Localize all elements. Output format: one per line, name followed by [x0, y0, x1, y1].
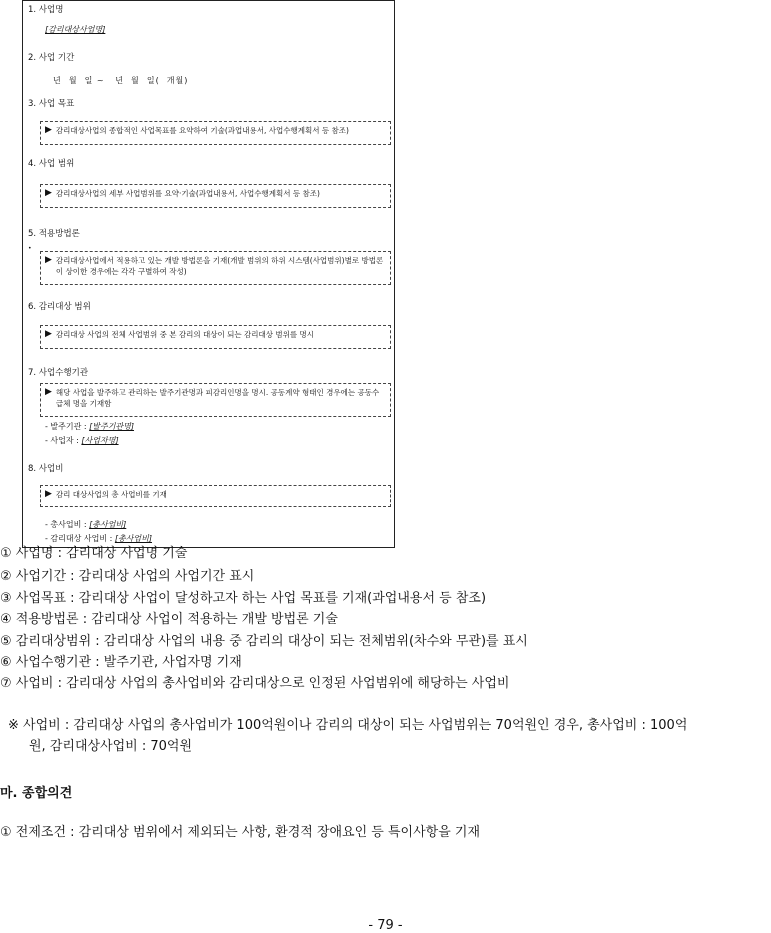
section-2-title: 2. 사업 기간 [28, 53, 75, 63]
section-3-title: 3. 사업 목표 [28, 99, 75, 109]
section-5-box [40, 251, 391, 285]
cost-note-line-2: 원, 감리대상사업비 : 70억원 [29, 739, 193, 754]
orderer-line [45, 421, 134, 432]
section-6-text: 감리대상 사업의 전체 사업범위 중 본 감리의 대상이 되는 감리대상 범위를 명시 [55, 330, 314, 339]
audit-cost-line [45, 533, 152, 544]
list-item: ⑥ 사업수행기관 : 발주기관, 사업자명 기재 [0, 655, 242, 670]
report-form-image [22, 0, 395, 548]
cost-note-line-1: ※ 사업비 : 감리대상 사업의 총사업비가 100억원이나 감리의 대상이 되는 사업범위는 70억원인 경우, 총사업비 : 100억 [8, 718, 688, 733]
total-cost-label: - 총사업비 : [45, 520, 90, 529]
section-8-box [40, 485, 391, 507]
triangle-icon: ▶ [45, 255, 52, 265]
section-8-title: 8. 사업비 [28, 464, 64, 474]
section-6-box [40, 325, 391, 349]
total-cost-line [45, 519, 126, 530]
section-7-text: 해당 사업을 발주하고 관리하는 발주기관명과 피감리인명을 명시. 공동계약 형태인 경우에는 공동수급체 명을 기재함 [55, 388, 380, 408]
triangle-icon: ▶ [45, 329, 52, 339]
section-4-title: 4. 사업 범위 [28, 159, 75, 169]
list-item: ④ 적용방법론 : 감리대상 사업이 적용하는 개발 방법론 기술 [0, 612, 338, 627]
audit-cost-label: - 감리대상 사업비 : [45, 534, 115, 543]
list-item: ⑦ 사업비 : 감리대상 사업의 총사업비와 감리대상으로 인정된 사업범위에 해당하는 사업비 [0, 676, 510, 691]
section-heading: 마. 종합의견 [0, 786, 73, 801]
section-8-text: 감리 대상사업의 총 사업비를 기재 [55, 490, 167, 499]
section-4-text: 감리대상사업의 세부 사업범위를 요약·기술(과업내용서, 사업수행계획서 등 참조) [55, 189, 320, 198]
list-item: ⑤ 감리대상범위 : 감리대상 사업의 내용 중 감리의 대상이 되는 전체범위(차수와 무관)를 표시 [0, 634, 528, 649]
section-7-title: 7. 사업수행기관 [28, 368, 89, 378]
orderer-placeholder: [발주기관명] [89, 422, 135, 431]
section-4-box [40, 184, 391, 208]
section-3-box [40, 121, 391, 145]
triangle-icon: ▶ [45, 387, 52, 397]
total-cost-placeholder: [총사업비] [89, 520, 127, 529]
contractor-label: - 사업자 : [45, 436, 82, 445]
bullet-mark: • [28, 245, 32, 252]
project-name-placeholder: [감리대상사업명] [45, 25, 106, 34]
section-6-title: 6. 감리대상 범위 [28, 302, 91, 312]
list-item: ② 사업기간 : 감리대상 사업의 사업기간 표시 [0, 569, 255, 584]
page-number: - 79 - [368, 918, 403, 933]
list-item: ① 사업명 : 감리대상 사업명 기술 [0, 546, 188, 561]
section-3-text: 감리대상사업의 종합적인 사업목표를 요약하여 기술(과업내용서, 사업수행계획서 등 참조) [55, 126, 349, 135]
opinion-item: ① 전제조건 : 감리대상 범위에서 제외되는 사항, 환경적 장애요인 등 특이사항을 기재 [0, 825, 481, 840]
audit-cost-placeholder: [총사업비] [114, 534, 153, 543]
section-5-text: 감리대상사업에서 적용하고 있는 개발 방법론을 기재(개발 범위의 하위 시스템(사업범위)별로 방법론이 상이한 경우에는 각각 구별하여 작성) [55, 256, 384, 276]
triangle-icon: ▶ [45, 125, 52, 135]
triangle-icon: ▶ [45, 188, 52, 198]
contractor-placeholder: [사업자명] [81, 436, 119, 445]
section-1-title: 1. 사업명 [28, 5, 64, 15]
list-item: ③ 사업목표 : 감리대상 사업이 달성하고자 하는 사업 목표를 기재(과업내용서 등 참조) [0, 591, 487, 606]
triangle-icon: ▶ [45, 489, 52, 499]
contractor-line [45, 435, 119, 446]
project-period-value: 년 월 일 ~ 년 월 일( 개월) [53, 76, 189, 85]
orderer-label: - 발주기관 : [45, 422, 90, 431]
section-5-title: 5. 적용방법론 [28, 229, 80, 239]
section-7-box [40, 383, 391, 417]
